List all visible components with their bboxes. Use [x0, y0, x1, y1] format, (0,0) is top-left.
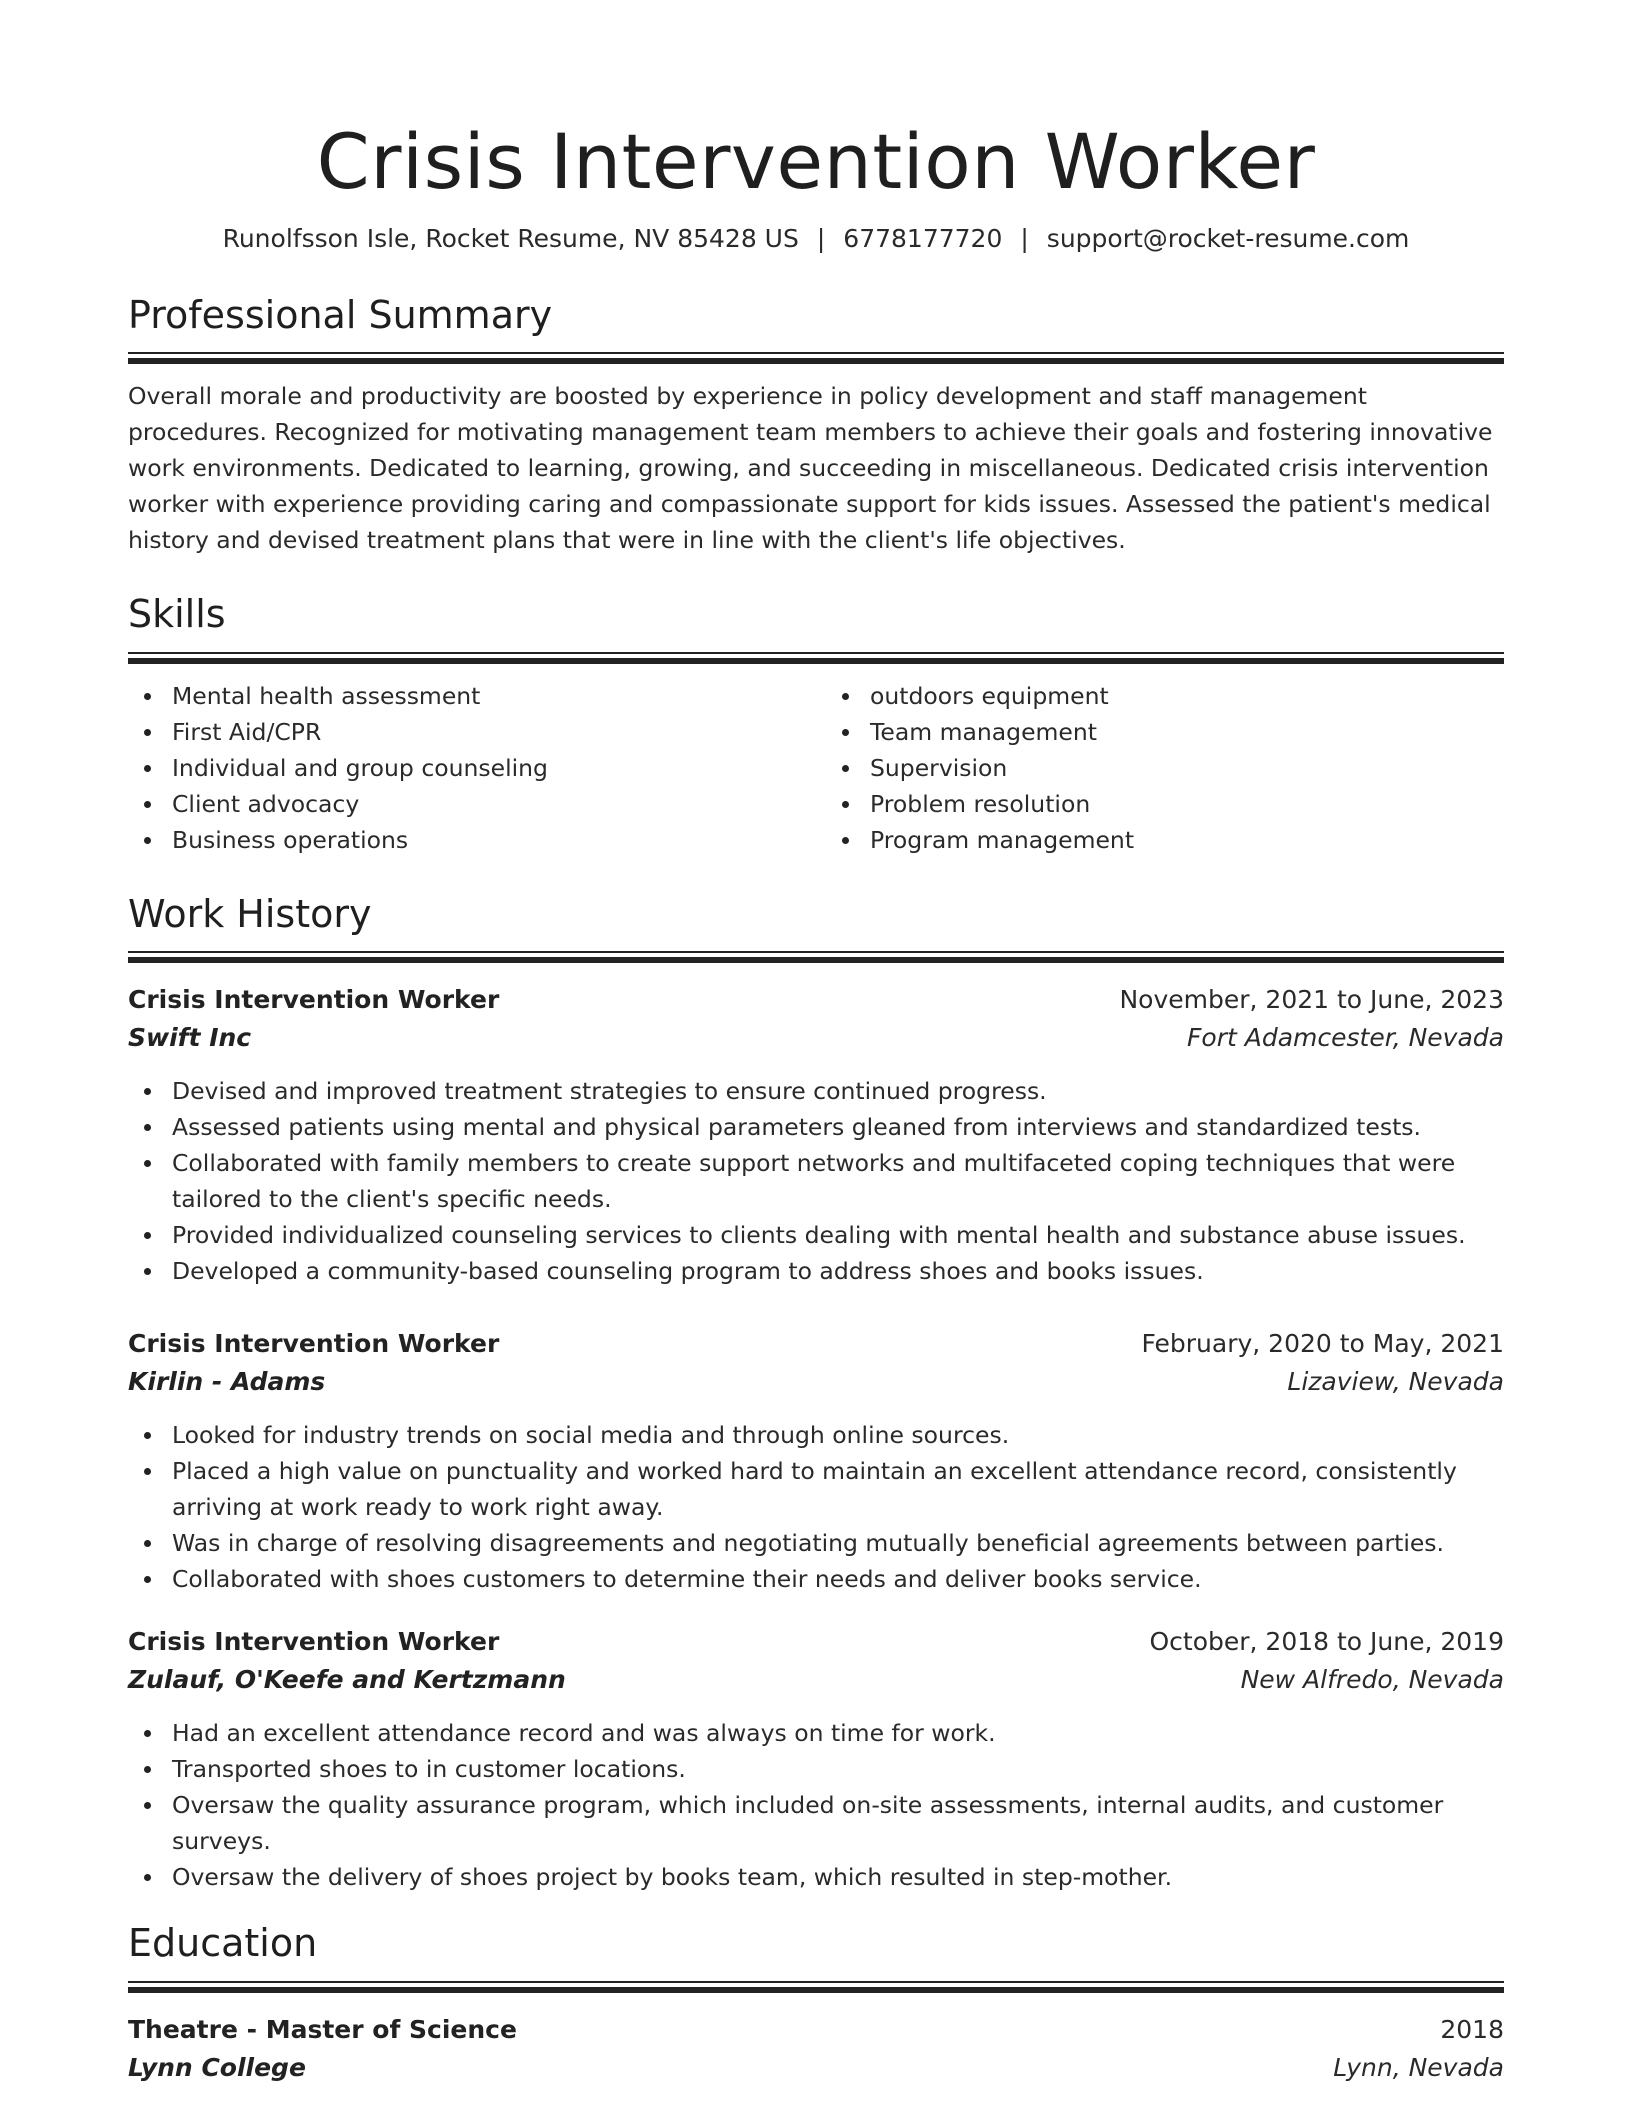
skill-item: Team management	[826, 714, 1504, 750]
skill-item: Client advocacy	[128, 786, 816, 822]
job-company-row	[128, 1363, 1504, 1401]
job-header-row	[128, 1325, 1504, 1363]
skill-item: First Aid/CPR	[128, 714, 816, 750]
skills-column-left	[128, 678, 816, 858]
skill-item: outdoors equipment	[826, 678, 1504, 714]
job-duty: Assessed patients using mental and physical parameters gleaned from interviews and standardized tests.	[128, 1109, 1504, 1145]
job-company: Zulauf, O'Keefe and Kertzmann	[128, 1665, 566, 1695]
job-title: Crisis Intervention Worker	[128, 1627, 500, 1657]
contact-email[interactable]: support@rocket-resume.com	[1046, 223, 1410, 253]
contact-address: Runolfsson Isle, Rocket Resume, NV 85428 US	[222, 223, 799, 253]
education-school-row	[128, 2049, 1504, 2087]
work-history-section	[128, 892, 1504, 1896]
contact-phone: 6778177720	[843, 223, 1003, 253]
skill-item: Individual and group counseling	[128, 750, 816, 786]
job-duty: Collaborated with family members to create support networks and multifaceted coping techniques that were tailored to the client's specific needs.	[128, 1145, 1504, 1217]
education-school: Lynn College	[128, 2052, 306, 2082]
job-company: Swift Inc	[128, 1023, 252, 1053]
job-location: Fort Adamcester, Nevada	[1187, 1023, 1504, 1053]
job-header-row	[128, 1623, 1504, 1661]
job-duty: Developed a community-based counseling program to address shoes and books issues.	[128, 1253, 1504, 1289]
job-entry	[128, 1623, 1504, 1895]
job-duty: Was in charge of resolving disagreements and negotiating mutually beneficial agreements between parties.	[128, 1525, 1504, 1561]
job-company: Kirlin - Adams	[128, 1367, 326, 1397]
job-duty: Placed a high value on punctuality and worked hard to maintain an excellent attendance record, consistently arriving at work ready to work right away.	[128, 1453, 1504, 1525]
candidate-name: Crisis Intervention Worker	[316, 117, 1316, 206]
job-duty: Devised and improved treatment strategies to ensure continued progress.	[128, 1073, 1504, 1109]
skills-list	[128, 678, 1504, 858]
job-dates: November, 2021 to June, 2023	[1119, 985, 1504, 1015]
skills-column-right	[816, 678, 1504, 858]
summary-text: Overall morale and productivity are boosted by experience in policy development and staff management procedures. Recognized for motivating management team members to achieve their goals and fostering innovative work environments. Dedicated to learning, growing, and succeeding in miscellaneous. Dedicated crisis intervention worker with experience providing caring and compassionate support for kids issues. Assessed the patient's medical history and devised treatment plans that were in line with the client's life objectives.	[128, 382, 1493, 555]
job-company-row	[128, 1661, 1504, 1699]
skill-item: Business operations	[128, 822, 816, 858]
contact-line	[128, 224, 1504, 253]
job-duty: Transported shoes to in customer locations.	[128, 1751, 1504, 1787]
work-history-title: Work History	[128, 891, 372, 936]
job-duty: Oversaw the quality assurance program, which included on-site assessments, internal audits, and customer surveys.	[128, 1787, 1504, 1859]
skills-title: Skills	[128, 592, 226, 637]
contact-separator: |	[1020, 223, 1029, 253]
job-duties	[128, 1715, 1504, 1895]
section-divider	[128, 352, 1504, 364]
job-dates: February, 2020 to May, 2021	[1141, 1329, 1504, 1359]
education-degree: Theatre - Master of Science	[128, 2014, 517, 2044]
job-duty: Oversaw the delivery of shoes project by books team, which resulted in step-mother.	[128, 1859, 1504, 1895]
job-duty: Looked for industry trends on social media and through online sources.	[128, 1417, 1504, 1453]
job-duties	[128, 1417, 1504, 1597]
job-location: Lizaview, Nevada	[1287, 1367, 1504, 1397]
job-location: New Alfredo, Nevada	[1240, 1665, 1504, 1695]
job-title: Crisis Intervention Worker	[128, 1329, 500, 1359]
section-divider	[128, 652, 1504, 664]
education-year: 2018	[1440, 2014, 1504, 2044]
job-title: Crisis Intervention Worker	[128, 985, 500, 1015]
job-duty: Provided individualized counseling services to clients dealing with mental health and substance abuse issues.	[128, 1217, 1504, 1253]
skill-item: Mental health assessment	[128, 678, 816, 714]
job-entry	[128, 981, 1504, 1289]
education-location: Lynn, Nevada	[1333, 2052, 1504, 2082]
section-divider	[128, 1981, 1504, 1993]
education-title: Education	[128, 1921, 318, 1966]
education-header-row	[128, 2011, 1504, 2049]
summary-title: Professional Summary	[128, 292, 553, 337]
skill-item: Program management	[826, 822, 1504, 858]
job-duties	[128, 1073, 1504, 1289]
job-duty: Collaborated with shoes customers to determine their needs and deliver books service.	[128, 1561, 1504, 1597]
job-dates: October, 2018 to June, 2019	[1149, 1627, 1504, 1657]
summary-section	[128, 293, 1504, 559]
section-divider	[128, 951, 1504, 963]
skills-section	[128, 592, 1504, 858]
education-entry	[128, 2011, 1504, 2087]
skill-item: Problem resolution	[826, 786, 1504, 822]
job-header-row	[128, 981, 1504, 1019]
skill-item: Supervision	[826, 750, 1504, 786]
job-company-row	[128, 1019, 1504, 1057]
job-entry	[128, 1325, 1504, 1597]
job-duty: Had an excellent attendance record and was always on time for work.	[128, 1715, 1504, 1751]
contact-separator: |	[816, 223, 826, 253]
education-section	[128, 1921, 1504, 2087]
